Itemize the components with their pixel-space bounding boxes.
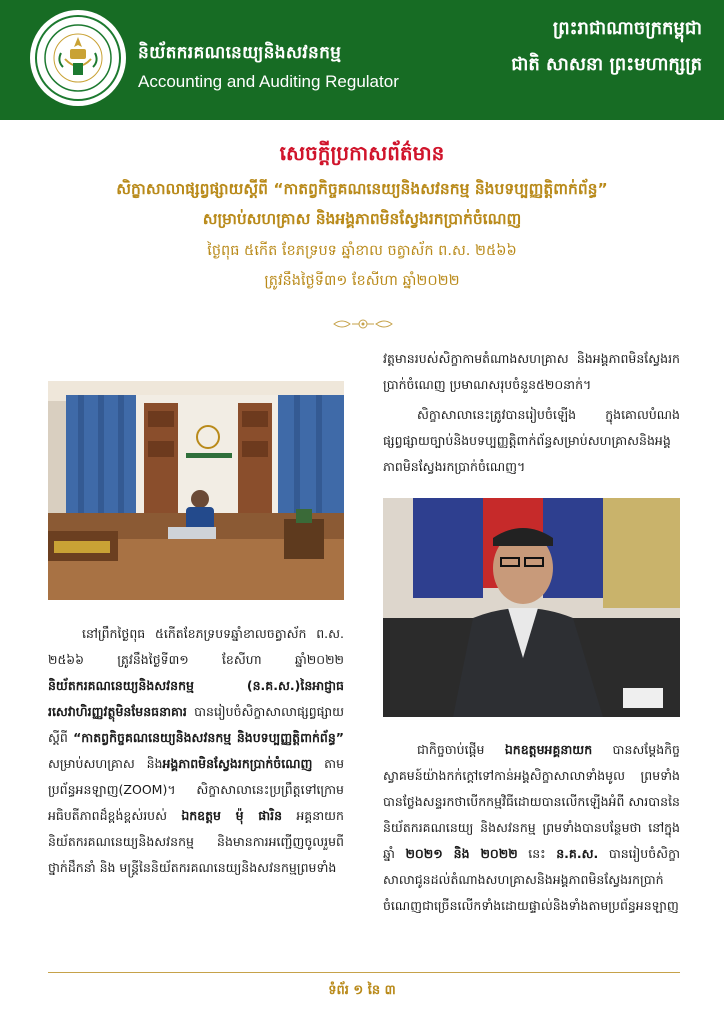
motto-line-1: ព្រះរាជាណាចក្រកម្ពុជា bbox=[552, 18, 702, 39]
org-name-english: Accounting and Auditing Regulator bbox=[138, 72, 399, 91]
press-release-heading: សេចក្តីប្រកាសព័ត៌មាន bbox=[279, 141, 445, 165]
photo-presenter bbox=[383, 498, 680, 717]
divider-ornament-icon bbox=[332, 316, 394, 332]
date-solar: ត្រូវនឹងថ្ងៃទី៣១ ខែសីហា ឆ្នាំ២០២២ bbox=[264, 273, 460, 289]
seal-emblem-icon bbox=[43, 23, 113, 93]
director-general-bold: ឯកឧត្តមអគ្គនាយក bbox=[504, 742, 593, 757]
page-number: ទំព័រ ១ នៃ ៣ bbox=[328, 983, 396, 998]
target-bold: អង្គភាពមិនស្វែងរកប្រាក់ចំណេញ bbox=[162, 756, 313, 771]
right-paragraph-continuation: វត្តមានរបស់សិក្ខាកាមតំណាងសហគ្រាស និងអង្គភាពមិនស្វែងរកប្រាក់ចំណេញ ប្រមាណសរុបចំនួន៥២០នាក់។ bbox=[383, 351, 680, 392]
org-name-bold: និយ័តករគណនេយ្យនិងសវនកម្ម (ន.គ.ស.)នៃអាជ្ញាធរសេវាហិរញ្ញវត្ថុមិនមែនធនាគារ bbox=[48, 678, 344, 719]
page-header bbox=[0, 0, 724, 120]
motto-line-2: ជាតិ សាសនា ព្រះមហាក្សត្រ bbox=[511, 54, 702, 75]
photo-director-office bbox=[48, 381, 344, 600]
right-paragraph-purpose: សិក្ខាសាលានេះត្រូវបានរៀបចំឡើង ក្នុងគោលបំណងផ្សព្វផ្សាយច្បាប់និងបទប្បញ្ញត្តិពាក់ព័ន្ធសម្រាប់សហគ្រាសនិងអង្គភាពមិនស្វែងរកប្រាក់ចំណេញ។ bbox=[383, 407, 680, 474]
regulator-logo bbox=[30, 10, 126, 106]
subject-line-2: សម្រាប់សហគ្រាស និងអង្គភាពមិនស្វែងរកប្រាក់ចំណេញ bbox=[202, 210, 522, 228]
org-abbrev-bold: ន.គ.ស. bbox=[556, 846, 599, 861]
years-bold: ២០២១ និង ២០២២ bbox=[405, 846, 518, 861]
left-paragraph: នៅព្រឹកថ្ងៃពុធ ៥កើតខែភទ្របទឆ្នាំខាលចត្វាស័ក ព.ស. ២៥៦៦ ត្រូវនឹងថ្ងៃទី៣១ ខែសីហា ឆ្នាំ២០២២ និយ័តករគណនេយ្យនិងសវនកម្ម (ន.គ.ស.)នៃអាជ្ញាធរសេវាហិរញ្ញវត្ថុមិនមែនធនាគារ បានរៀបចំសិក្ខាសាលាផ្សព្វផ្សាយស្តីពី “កាតព្វកិច្ចគណនេយ្យនិងសវនកម្ម និងបទប្បញ្ញត្តិពាក់ព័ន្ធ” សម្រាប់សហគ្រាស និងអង្គភាពមិនស្វែងរកប្រាក់ចំណេញ តាមប្រព័ន្ធអនឡាញ(ZOOM)។ សិក្ខាសាលានេះប្រព្រឹត្តទៅក្រោមអធិបតីភាពដ៏ខ្ពង់ខ្ពស់របស់ ឯកឧត្តម ម៉ុ ផារិន អគ្គនាយកនិយ័តករគណនេយ្យនិងសវនកម្ម និងមានការអញ្ជើញចូលរួមពីថ្នាក់ដឹកនាំ និង មន្ត្រីនៃនិយ័តករគណនេយ្យនិងសវនកម្មព្រមទាំង bbox=[48, 626, 345, 875]
title-block bbox=[0, 138, 724, 296]
date-lunar: ថ្ងៃពុធ ៥កើត ខែភទ្របទ ឆ្នាំខាល ចត្វាស័ក ព.ស. ២៥៦៦ bbox=[207, 243, 517, 259]
right-paragraph-opening: ជាកិច្ចចាប់ផ្តើម ឯកឧត្តមអគ្គនាយក បានសម្តែងកិច្ចស្វាគមន៍យ៉ាងកក់ក្តៅទៅកាន់អង្គសិក្ខាសាលាទាំងមូល ព្រមទាំងបានថ្លែងសន្ទរកថាបើកកម្មវិធីដោយបានលើកឡើងអំពី សារបាននៃនិយ័តករគណនេយ្យ និងសវនកម្ម ព្រមទាំងបានបន្ថែមថា នៅក្នុងឆ្នាំ ២០២១ និង ២០២២ នេះ ន.គ.ស. បានរៀបចំសិក្ខាសាលាជូនដល់តំណាងសហគ្រាសនិងអង្គភាពមិនស្វែងរកប្រាក់ចំណេញជាច្រើនលើកទាំងដោយផ្ទាល់និងទាំងតាមប្រព័ន្ធអនឡាញ bbox=[383, 742, 680, 913]
workshop-topic-bold: “កាតព្វកិច្ចគណនេយ្យនិងសវនកម្ម និងបទប្បញ្ញត្តិពាក់ព័ន្ធ” bbox=[73, 730, 344, 745]
org-name-khmer: និយ័តករគណនេយ្យនិងសវនកម្ម bbox=[138, 43, 342, 63]
footer-divider bbox=[48, 972, 680, 973]
subject-line-1: សិក្ខាសាលាផ្សព្វផ្សាយស្តីពី “កាតព្វកិច្ចគណនេយ្យនិងសវនកម្ម និងបទប្បញ្ញត្តិពាក់ព័ន្ធ” bbox=[116, 180, 608, 198]
director-name-bold: ឯកឧត្តម ម៉ុ ផារិន bbox=[181, 808, 283, 823]
